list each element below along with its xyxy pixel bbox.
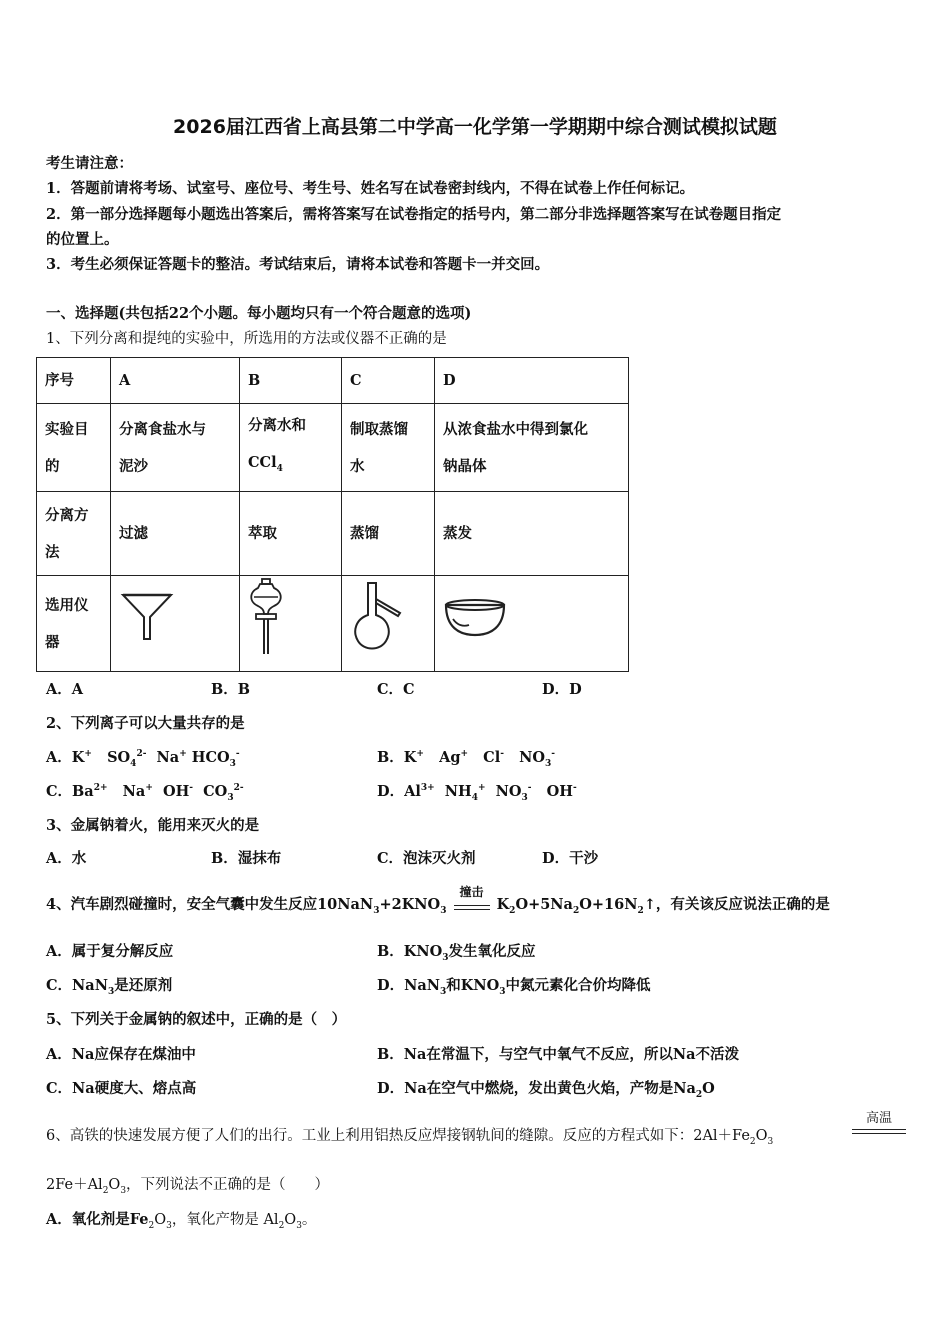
table-row <box>37 576 629 672</box>
q6-stem-line1: 6、高铁的快速发展方便了人们的出行。工业上利用铝热反应焊接钢轨间的缝隙。反应的方程式如下：$2Al+Fe_2O_3$ <box>46 1128 774 1147</box>
notice-item-2: 2．第一部分选择题每小题选出答案后，需将答案写在试卷指定的括号内，第二部分非选择题答案写在试卷题目指定 <box>46 206 782 223</box>
table-header: 序号 <box>37 358 111 404</box>
q6-stem-line2: $2Fe+Al_2O_3$，下列说法不正确的是（ ） <box>46 1177 330 1196</box>
funnel-icon <box>119 587 179 647</box>
q1-option-d[interactable]: D．D <box>542 681 582 698</box>
q1-stem: 1、下列分离和提纯的实验中，所选用的方法或仪器不正确的是 <box>46 331 447 347</box>
q3-option-a[interactable]: A．水 <box>46 850 87 867</box>
section-heading: 一、选择题(共包括22个小题。每小题均只有一个符合题意的选项) <box>46 305 472 322</box>
table-row <box>37 358 629 404</box>
q3-option-d[interactable]: D．干沙 <box>542 850 599 867</box>
q5-option-b[interactable]: B．Na在常温下，与空气中氧气不反应，所以Na不活泼 <box>377 1046 740 1063</box>
table-header: C <box>342 358 435 404</box>
q2-option-d[interactable]: D．$Al^{3+}$ $NH_4^+$ $NO_3^-$ OH- <box>377 783 577 803</box>
evaporating-dish-icon <box>443 595 507 639</box>
q4-option-c[interactable]: C．NaN$_3$是还原剂 <box>46 977 173 997</box>
q2-option-a[interactable]: A．K+ $SO_4^{2-}$ Na+ $HCO_3^-$ <box>46 749 240 769</box>
q3-option-c[interactable]: C．泡沫灭火剂 <box>377 850 476 867</box>
table-header: B <box>240 358 342 404</box>
q3-stem: 3、金属钠着火，能用来灭火的是 <box>46 817 260 834</box>
table-cell <box>111 576 240 672</box>
q4-option-a[interactable]: A．属于复分解反应 <box>46 943 174 960</box>
reaction-arrow: 撞击 <box>452 895 492 915</box>
table-cell <box>342 576 435 672</box>
q6-option-a[interactable]: A．氧化剂是$Fe_2O_3$，氧化产物是 $Al_2O_3$。 <box>46 1211 317 1231</box>
q1-option-a[interactable]: A．A <box>46 681 84 698</box>
q1-option-c[interactable]: C．C <box>377 681 415 698</box>
table-cell <box>435 576 629 672</box>
table-row <box>37 492 629 576</box>
q6-condition: 高温 <box>865 1111 892 1126</box>
q5-option-c[interactable]: C．Na硬度大、熔点高 <box>46 1080 197 1097</box>
table-cell: 蒸馏 <box>342 492 435 576</box>
notice-item-1: 1．答题前请将考场、试室号、座位号、考生号、姓名写在试卷密封线内，不得在试卷上作任何标记。 <box>46 180 695 197</box>
table-cell: 分离食盐水与 泥沙 <box>111 404 240 492</box>
table-cell: 实验目 的 <box>37 404 111 492</box>
table-cell: 选用仪 器 <box>37 576 111 672</box>
notice-item-3: 3．考生必须保证答题卡的整洁。考试结束后，请将本试卷和答题卡一并交回。 <box>46 256 550 273</box>
q2-option-b[interactable]: B．K+ Ag+ Cl- $NO_3^-$ <box>377 749 556 769</box>
table-cell: 分离水和 CCl$_4$ <box>240 404 342 492</box>
table-header: D <box>435 358 629 404</box>
q5-stem: 5、下列关于金属钠的叙述中，正确的是（ ） <box>46 1011 347 1028</box>
table-cell <box>240 576 342 672</box>
q4-option-d[interactable]: D．NaN$_3$和$KNO_3$中氮元素化合价均降低 <box>377 977 651 997</box>
page-title: 2026届江西省上高县第二中学高一化学第一学期期中综合测试模拟试题 <box>173 116 777 138</box>
table-cell: 蒸发 <box>435 492 629 576</box>
table-cell: 分离方 法 <box>37 492 111 576</box>
q2-stem: 2、下列离子可以大量共存的是 <box>46 715 245 732</box>
table-cell: 制取蒸馏 水 <box>342 404 435 492</box>
table-row <box>37 404 629 492</box>
equals-bar-top <box>852 1129 906 1130</box>
q3-option-b[interactable]: B．湿抹布 <box>211 850 282 867</box>
q5-option-a[interactable]: A．Na应保存在煤油中 <box>46 1046 196 1063</box>
table-header: A <box>111 358 240 404</box>
table-cell: 从浓食盐水中得到氯化 钠晶体 <box>435 404 629 492</box>
table-cell: 萃取 <box>240 492 342 576</box>
q1-option-b[interactable]: B．B <box>211 681 251 698</box>
q4-option-b[interactable]: B．$KNO_3$发生氧化反应 <box>377 943 536 963</box>
q4-stem: 4、汽车剧烈碰撞时，安全气囊中发生反应$10NaN_3+2KNO_3$ 撞击 $K_2O+5Na_2O+16N_2↑$，有关该反应说法正确的是 <box>46 885 830 916</box>
table-cell: 过滤 <box>111 492 240 576</box>
q5-option-d[interactable]: D．Na在空气中燃烧，发出黄色火焰，产物是$Na_2O$ <box>377 1080 715 1100</box>
equals-bar-bottom <box>852 1133 906 1134</box>
notice-item-2-cont: 的位置上。 <box>46 231 119 248</box>
q1-table <box>36 357 629 672</box>
separatory-funnel-icon <box>248 578 288 656</box>
notice-heading: 考生请注意： <box>46 155 133 172</box>
q2-option-c[interactable]: C．$Ba^{2+}$ Na+ OH- $CO_3^{2-}$ <box>46 783 244 803</box>
distillation-flask-icon <box>350 581 404 653</box>
